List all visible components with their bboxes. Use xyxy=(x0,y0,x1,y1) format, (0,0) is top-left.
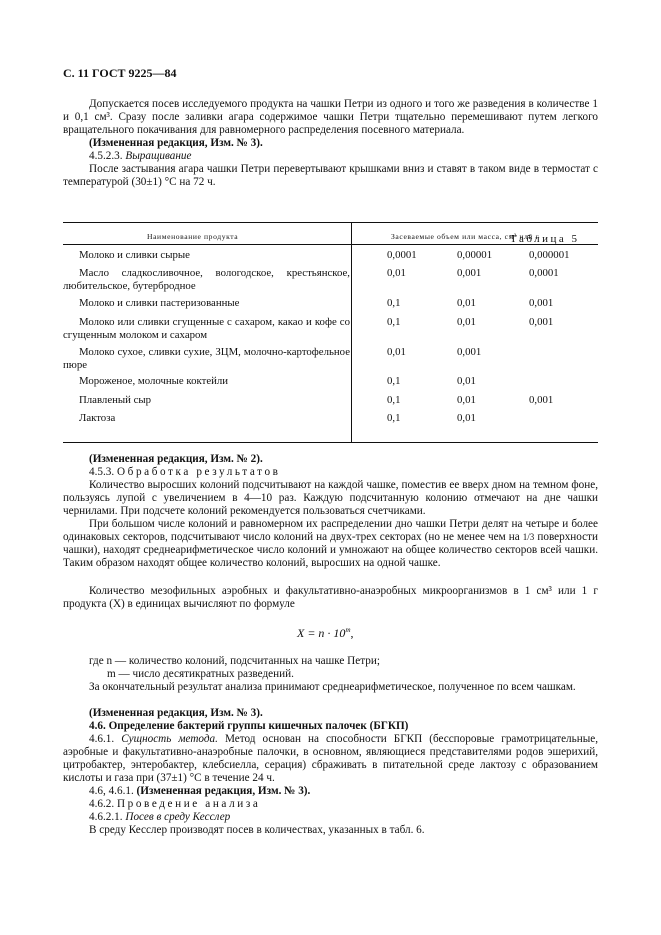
table-cell: 0,01 xyxy=(457,394,476,406)
table-row-name: Молоко и сливки пастеризованные xyxy=(79,297,240,309)
section-4-6: 4.6. Определение бактерий группы кишечных палочек (БГКП) xyxy=(89,720,409,732)
table-cell: 0,0001 xyxy=(529,267,559,279)
section-4-5-3 xyxy=(89,466,281,479)
formula-tail: , xyxy=(350,626,354,640)
table-cell: 0,1 xyxy=(387,394,401,406)
where-m: m — число десятикратных разведений. xyxy=(107,668,294,680)
table-cell: 0,000001 xyxy=(529,249,570,261)
amendment-note: (Измененная редакция, Изм. № 3). xyxy=(89,137,263,149)
table-bottom-rule xyxy=(63,442,598,443)
section-title: Обработка результатов xyxy=(116,466,281,478)
table-row-name: Мороженое, молочные коктейли xyxy=(79,375,229,387)
section-number: 4.6.2.1. xyxy=(89,811,123,823)
page-header: С. 11 ГОСТ 9225—84 xyxy=(63,66,177,80)
table-row-name: Молоко сухое, сливки сухие, ЗЦМ, молочно-картофельное пюре xyxy=(63,346,350,371)
table-cell: 0,01 xyxy=(457,412,476,424)
section-number: 4.6.2. xyxy=(89,798,115,810)
table-header-volume: Засеваемые объем или масса, см³ или г xyxy=(391,232,540,241)
section-4-6-2-1 xyxy=(89,811,230,824)
table-cell: 0,1 xyxy=(387,375,401,387)
section-4-5-2-3 xyxy=(89,150,191,163)
section-title: Проведение анализа xyxy=(116,798,261,810)
table-column-divider xyxy=(351,222,352,442)
table-caption: Таблица 5 xyxy=(510,233,580,245)
table-cell: 0,0001 xyxy=(387,249,417,261)
table-header-product: Наименование продукта xyxy=(147,232,239,241)
table-cell: 0,001 xyxy=(457,267,482,279)
table-cell: 0,1 xyxy=(387,297,401,309)
table-header-rule xyxy=(63,244,598,245)
table-cell: 0,001 xyxy=(529,316,554,328)
amendment-note: (Измененная редакция, Изм. № 2). xyxy=(89,453,263,465)
table-row-name: Молоко и сливки сырые xyxy=(79,249,190,261)
table-cell: 0,01 xyxy=(387,346,406,358)
table-cell: 0,01 xyxy=(457,297,476,309)
fraction: 1/3 xyxy=(522,532,535,542)
amendment-line xyxy=(89,785,310,798)
formula-body: X = n · 10 xyxy=(297,626,346,640)
table-cell: 0,01 xyxy=(457,316,476,328)
paragraph-text: Метод основан на способности БГКП (бесспоровые грамотрицательные, аэробные и факультативно-анаэробные палочки, в основном, являющиеся представителями родов эшерихий, цитробактер, энтеробактер, клебсиелла, серация) сбраживать в питательной среде лактозу с образованием кислоты и газа при (37±1) °С в течение 24 ч. xyxy=(63,733,598,784)
paragraph-counting: Количество выросших колоний подсчитывают на каждой чашке, поместив ее вверх дном на темном фоне, пользуясь лупой с увеличением в 4—10 раз. Каждую подсчитанную колонию отмечают на дне чашки чернилами. При подсчете колоний рекомендуется пользоваться счетчиками. xyxy=(63,479,598,517)
paragraph-incubation: После застывания агара чашки Петри перевертывают крышками вниз и ставят в таком виде в термостат с температурой (30±1) °С на 72 ч. xyxy=(63,163,598,188)
section-number: 4.5.2.3. xyxy=(89,150,123,162)
paragraph-method xyxy=(63,733,598,785)
table-cell: 0,01 xyxy=(457,375,476,387)
formula xyxy=(297,627,354,640)
section-title: Выращивание xyxy=(125,150,192,162)
table-cell: 0,00001 xyxy=(457,249,493,261)
section-4-6-2 xyxy=(89,798,260,811)
paragraph-seeding: Допускается посев исследуемого продукта на чашки Петри из одного и того же разведения в количестве 1 и 0,1 см³. Сразу после заливки агара содержимое чашки Петри тщательно перемешивают путем легкого вращательного покачивания для равномерного распределения посевного материала. xyxy=(63,98,598,136)
section-title: Посев в среду Кесслер xyxy=(125,811,231,823)
paragraph-formula-intro: Количество мезофильных аэробных и факультативно-анаэробных микроорганизмов в 1 см³ или 1 г продукта (X) в единицах вычисляют по формуле xyxy=(63,585,598,610)
where-n: где n — количество колоний, подсчитанных на чашке Петри; xyxy=(89,655,380,667)
section-number: 4.6, 4.6.1. xyxy=(89,785,134,797)
paragraph-text: поверхности чашки), находят среднеарифметическое число колоний и умножают на общее количество секторов всей чашки. Таким образом находят общее количество колоний, выросших на одной чашке. xyxy=(63,531,599,569)
table-cell: 0,1 xyxy=(387,412,401,424)
table-row-name: Молоко или сливки сгущенные с сахаром, какао и кофе со сгущенным молоком и сахаром xyxy=(63,316,350,341)
table-top-rule xyxy=(63,222,598,223)
section-title: Сущность метода. xyxy=(121,733,218,745)
paragraph-sectors xyxy=(63,518,598,570)
paragraph-final-result: За окончательный результат анализа принимают среднеарифметическое, полученное по всем чашкам. xyxy=(89,681,576,693)
amendment-note: (Измененная редакция, Изм. № 3). xyxy=(136,785,311,797)
formula-exponent: m xyxy=(345,626,351,634)
table-cell: 0,1 xyxy=(387,316,401,328)
table-row-name: Плавленый сыр xyxy=(79,394,152,406)
paragraph-text: При большом числе колоний и равномерном их распределении дно чашки Петри делят на четыре и более одинаковых секторов, подсчитывают число колоний на двух-трех секторах (но не менее чем на xyxy=(63,518,598,543)
section-number: 4.6.1. xyxy=(89,733,115,745)
paragraph-kessler: В среду Кесслер производят посев в количествах, указанных в табл. 6. xyxy=(89,824,425,836)
table-cell: 0,001 xyxy=(529,394,554,406)
amendment-note: (Измененная редакция, Изм. № 3). xyxy=(89,707,263,719)
table-cell: 0,001 xyxy=(457,346,482,358)
table-row-name: Лактоза xyxy=(79,412,116,424)
table-cell: 0,001 xyxy=(529,297,554,309)
table-cell: 0,01 xyxy=(387,267,406,279)
section-number: 4.5.3. xyxy=(89,466,115,478)
table-row-name: Масло сладкосливочное, вологодское, крестьянское, любительское, бутербродное xyxy=(63,267,350,292)
